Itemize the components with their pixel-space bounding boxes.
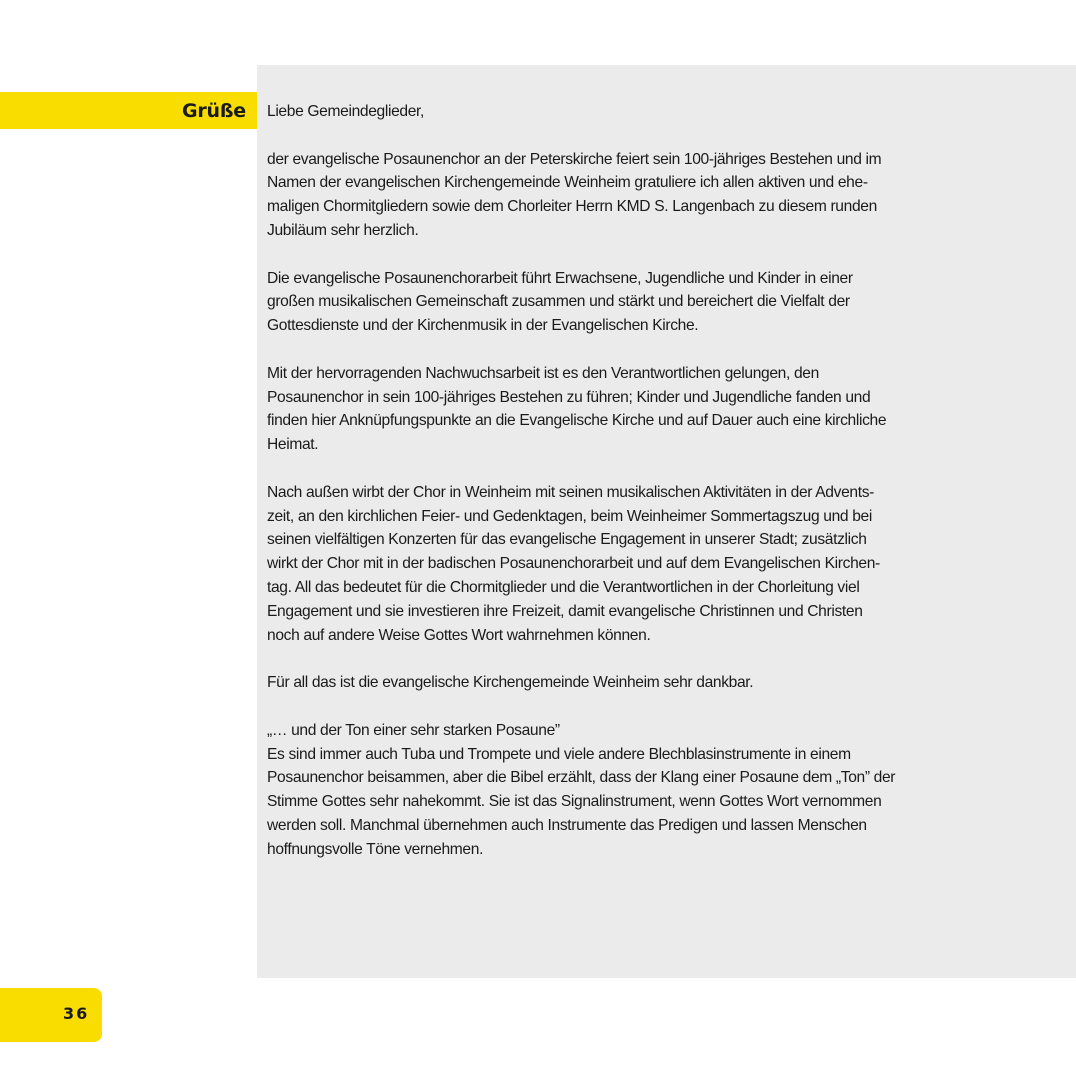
paragraph-anniversary: der evangelische Posaunenchor an der Peterskirche feiert sein 100-jähriges Bestehen und im Namen der evangelischen Kirchengemeinde Weinheim gratuliere ich allen aktiven und ehe- maligen Chormitgliedern sowie dem Chorleiter Herrn KMD S. Langenbach zu diesem runden Jubiläum sehr herzlich.: [267, 150, 882, 239]
section-title: Grüße: [181, 100, 246, 122]
quote-heading: „… und der Ton einer sehr starken Posaune”: [267, 721, 560, 739]
paragraph-community: Die evangelische Posaunenchorarbeit führt Erwachsene, Jugendliche und Kinder in einer großen musikalischen Gemeinschaft zusammen und stärkt und bereichert die Vielfalt der Gottesdienste und der Kirchenmusik in der Evangelischen Kirche.: [267, 269, 853, 335]
paragraph-activities: Nach außen wirbt der Chor in Weinheim mit seinen musikalischen Aktivitäten in der Advents- zeit, an den kirchlichen Feier- und Gedenktagen, beim Weinheimer Sommertagszug und bei seinen vielfältigen Konzerten für das evangelische Engagement in unserer Stadt; zusätzlich wirkt der Chor mit in der badischen Posaunenchorarbeit und auf dem Evangelischen Kirchen- tag. All das bedeutet für die Chormitglieder und die Verantwortlichen in der Chorleitung viel Engagement und sie investieren ihre Freizeit, damit evangelische Christinnen und Christen noch auf andere Weise Gottes Wort wahrnehmen können.: [267, 483, 880, 644]
page-number-tab: [0, 988, 102, 1042]
paragraph-thanks: Für all das ist die evangelische Kirchengemeinde Weinheim sehr dankbar.: [267, 674, 754, 692]
paragraph-closing: Es sind immer auch Tuba und Trompete und viele andere Blechblasinstrumente in einem Posaunenchor beisammen, aber die Bibel erzählt, dass der Klang einer Posaune dem „Ton” der Stimme Gottes sehr nahekommt. Sie ist das Signalinstrument, wenn Gottes Wort vernommen werden soll. Manchmal übernehmen auch Instrumente das Predigen und lassen Menschen hoffnungsvolle Töne vernehmen.: [267, 745, 896, 858]
section-tab: [0, 92, 257, 129]
salutation: Liebe Gemeindeglieder,: [267, 103, 425, 120]
paragraph-youth-work: Mit der hervorragenden Nachwuchsarbeit ist es den Verantwortlichen gelungen, den Posaunenchor in sein 100-jähriges Bestehen zu führen; Kinder und Jugendliche fanden und finden hier Anknüpfungspunkte an die Evangelische Kirche und auf Dauer auch eine kirchliche Heimat.: [267, 364, 887, 454]
page-number: 36: [63, 1004, 90, 1023]
article-body: [267, 100, 1007, 885]
